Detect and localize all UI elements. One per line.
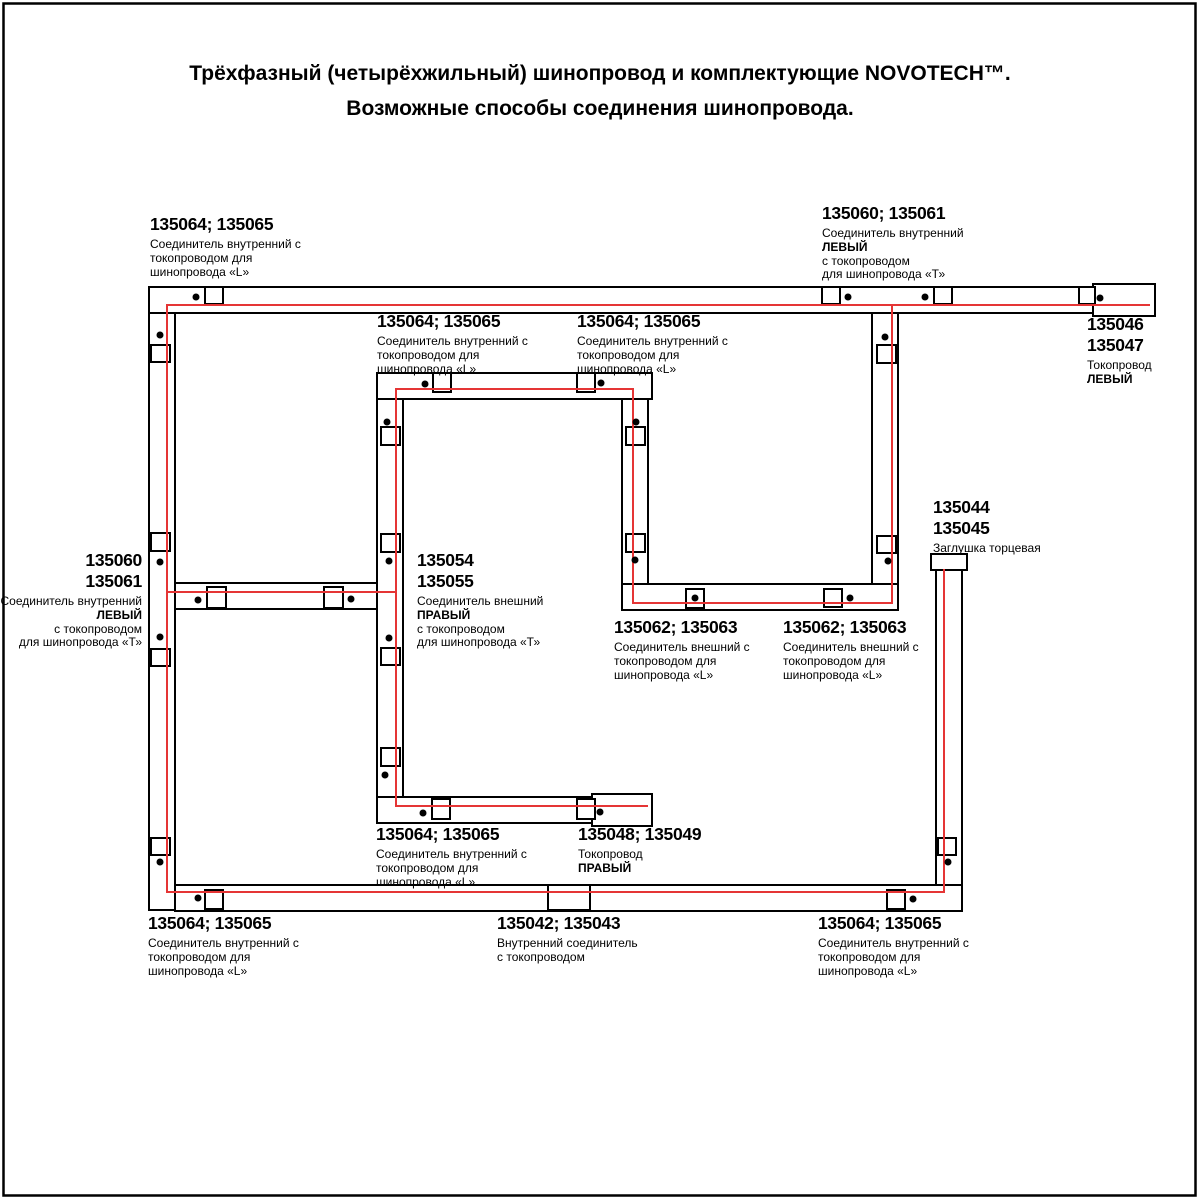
joint bbox=[934, 287, 952, 304]
label-bottom-left-l bbox=[148, 913, 299, 978]
part-code: 135055 bbox=[417, 571, 474, 591]
label-inline-connector bbox=[497, 913, 638, 965]
part-code: 135064; 135065 bbox=[377, 311, 501, 331]
dot bbox=[910, 896, 917, 903]
joint bbox=[381, 648, 400, 665]
dot bbox=[633, 419, 640, 426]
label-feed-left bbox=[1087, 314, 1152, 387]
label-bottom-right-l bbox=[818, 913, 969, 978]
dot bbox=[847, 595, 854, 602]
part-code: 135061 bbox=[85, 571, 142, 591]
joint bbox=[626, 427, 645, 445]
dot bbox=[386, 635, 393, 642]
label-inner-top-left-l bbox=[377, 311, 528, 376]
dot bbox=[386, 558, 393, 565]
dot bbox=[922, 294, 929, 301]
joint bbox=[877, 345, 896, 363]
joint bbox=[381, 534, 400, 552]
joint bbox=[207, 587, 226, 608]
label-inner-bottom-l bbox=[376, 824, 527, 889]
dot bbox=[945, 859, 952, 866]
dot bbox=[157, 859, 164, 866]
title-line-2: Возможные способы соединения шинопровода. bbox=[346, 97, 854, 120]
part-desc: Соединитель внешний ПРАВЫЙ с токопроводом для шинопровода «Т» bbox=[417, 594, 544, 650]
part-desc: Соединитель внутренний с токопроводом для шинопровода «L» bbox=[577, 334, 728, 376]
part-desc: Соединитель внешний с токопроводом для шинопровода «L» bbox=[614, 640, 750, 682]
dot bbox=[882, 334, 889, 341]
joint bbox=[432, 799, 450, 819]
part-code: 135042; 135043 bbox=[497, 913, 621, 933]
part-code: 135045 bbox=[933, 518, 990, 538]
part-code: 135048; 135049 bbox=[578, 824, 702, 844]
part-code: 135046 bbox=[1087, 314, 1144, 334]
part-desc: Соединитель внутренний с токопроводом для шинопровода «L» bbox=[148, 936, 299, 978]
label-end-cap bbox=[933, 497, 1041, 556]
joint bbox=[1079, 287, 1095, 304]
joint bbox=[381, 748, 400, 766]
label-top-left-inner-l bbox=[150, 214, 301, 279]
dot bbox=[382, 772, 389, 779]
track-inner-vertical-left bbox=[377, 399, 403, 797]
title-line-1: Трёхфазный (четырёхжильный) шинопровод и комплектующие NOVOTECH™. bbox=[189, 62, 1011, 85]
inline-connector-piece bbox=[548, 885, 590, 910]
dot bbox=[157, 332, 164, 339]
part-desc: Соединитель внутренний с токопроводом для шинопровода «L» bbox=[377, 334, 528, 376]
dot bbox=[845, 294, 852, 301]
dot bbox=[597, 809, 604, 816]
page-title bbox=[0, 56, 1200, 126]
dot bbox=[692, 595, 699, 602]
joint bbox=[877, 536, 896, 553]
dot bbox=[195, 597, 202, 604]
part-code: 135064; 135065 bbox=[818, 913, 942, 933]
part-code: 135047 bbox=[1087, 335, 1144, 355]
part-desc: Соединитель внутренний ЛЕВЫЙ с токопроводом для шинопровода «Т» bbox=[0, 594, 142, 650]
label-outer-l-left bbox=[614, 617, 750, 682]
part-code: 135060 bbox=[85, 550, 142, 570]
part-desc: Токопровод ПРАВЫЙ bbox=[578, 847, 643, 875]
part-code: 135064; 135065 bbox=[150, 214, 274, 234]
part-code: 135062; 135063 bbox=[783, 617, 907, 637]
joint bbox=[626, 534, 645, 552]
joint bbox=[205, 287, 223, 304]
track-branch-left-t bbox=[175, 583, 377, 609]
part-desc: Внутренний соединитель с токопроводом bbox=[497, 936, 638, 964]
part-desc: Заглушка торцевая bbox=[933, 541, 1041, 555]
dot bbox=[157, 559, 164, 566]
label-outer-t-right bbox=[417, 550, 543, 650]
part-code: 135044 bbox=[933, 497, 990, 517]
dot bbox=[157, 634, 164, 641]
part-code: 135060; 135061 bbox=[822, 203, 946, 223]
part-desc: Соединитель внутренний с токопроводом для шинопровода «L» bbox=[376, 847, 527, 889]
dot bbox=[422, 381, 429, 388]
dot bbox=[193, 294, 200, 301]
dot bbox=[1097, 295, 1104, 302]
part-desc: Соединитель внутренний с токопроводом для шинопровода «L» bbox=[150, 237, 301, 279]
part-code: 135064; 135065 bbox=[376, 824, 500, 844]
track-network bbox=[149, 284, 1155, 911]
part-desc: Соединитель внутренний ЛЕВЫЙ с токопроводом для шинопровода «Т» bbox=[822, 226, 964, 282]
joint bbox=[938, 838, 956, 855]
track-inner-bottom-right bbox=[622, 584, 898, 610]
dot bbox=[598, 380, 605, 387]
part-code: 135064; 135065 bbox=[148, 913, 272, 933]
joint bbox=[822, 287, 840, 304]
part-desc: Токопровод ЛЕВЫЙ bbox=[1087, 358, 1152, 386]
label-left-t bbox=[0, 550, 142, 650]
track-left bbox=[149, 313, 175, 910]
track-top bbox=[149, 287, 1155, 313]
dot bbox=[632, 557, 639, 564]
joint bbox=[824, 589, 842, 607]
joint bbox=[577, 799, 595, 819]
label-inner-top-right-l bbox=[577, 311, 728, 376]
dot bbox=[420, 810, 427, 817]
dot bbox=[885, 558, 892, 565]
dot bbox=[384, 419, 391, 426]
label-top-right-t bbox=[822, 203, 964, 282]
label-outer-l-right bbox=[783, 617, 919, 682]
part-desc: Соединитель внутренний с токопроводом для шинопровода «L» bbox=[818, 936, 969, 978]
end-cap-piece bbox=[931, 554, 967, 570]
label-feed-right bbox=[578, 824, 701, 876]
dot bbox=[195, 895, 202, 902]
joint bbox=[381, 427, 400, 445]
joint bbox=[324, 587, 343, 608]
part-code: 135054 bbox=[417, 550, 474, 570]
dot bbox=[348, 596, 355, 603]
part-code: 135062; 135063 bbox=[614, 617, 738, 637]
part-code: 135064; 135065 bbox=[577, 311, 701, 331]
track-inner-top bbox=[377, 373, 652, 399]
part-desc: Соединитель внешний с токопроводом для шинопровода «L» bbox=[783, 640, 919, 682]
